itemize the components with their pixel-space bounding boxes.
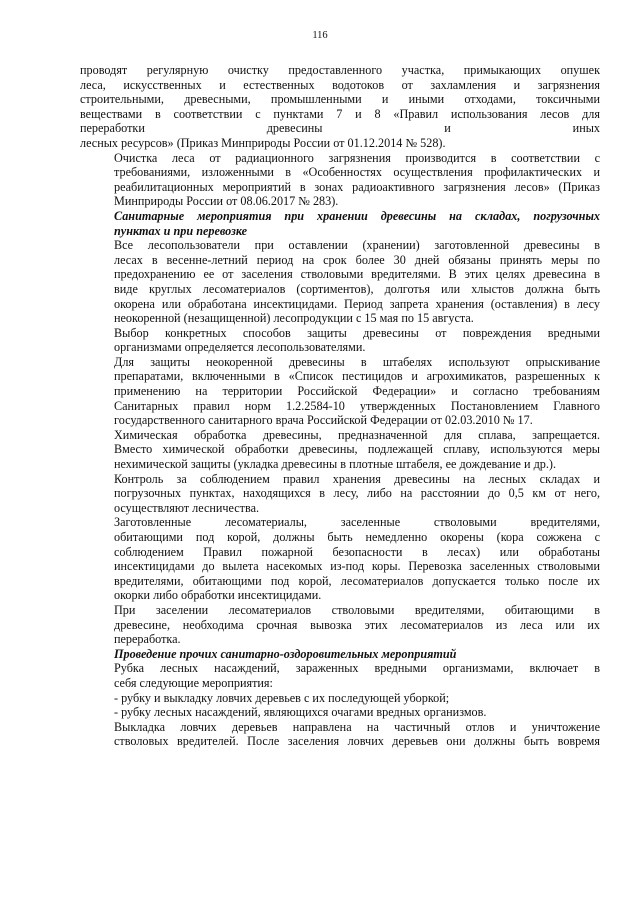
section-heading — [80, 647, 600, 662]
section-heading — [80, 209, 600, 238]
paragraph — [80, 355, 600, 428]
text-line: переработки древесины и иных — [80, 121, 600, 136]
text-line: леса, искусственных и естественных водотоков от захламления и загрязнения — [80, 77, 600, 92]
text-line: Минприроды России от 08.06.2017 № 283). — [114, 194, 339, 209]
text-line: Очистка леса от радиационного загрязнения производится в соответствии с — [114, 150, 600, 165]
paragraph — [80, 515, 600, 603]
text-line: погрузочных пунктах, находящихся в лесу, либо на расстоянии до 0,5 км от него, — [114, 486, 600, 501]
text-line: предохранению ее от заселения стволовыми вредителями. В этих целях древесина в — [114, 267, 600, 282]
paragraph — [80, 238, 600, 326]
text-line: Все лесопользователи при оставлении (хранении) заготовленной древесины в — [114, 238, 600, 253]
text-line: Выбор конкретных способов защиты древесины от повреждения вредными — [114, 325, 600, 340]
text-line: осуществляют лесничества. — [114, 500, 260, 515]
page-body — [80, 63, 600, 749]
text-line: Проведение прочих санитарно-оздоровительных мероприятий — [114, 646, 457, 661]
text-line: пунктах и при перевозке — [114, 223, 248, 238]
paragraph — [80, 661, 600, 690]
text-line: веществами в соответствии с пунктами 7 и 8 «Правил использования лесов для — [80, 106, 600, 121]
text-line: нехимической защиты (укладка древесины в плотные штабеля, ее дождевание и др.). — [114, 457, 557, 472]
text-line: Химическая обработка древесины, предназначенной для сплава, запрещается. — [114, 427, 600, 442]
text-line: Заготовленные лесоматериалы, заселенные стволовыми вредителями, — [114, 515, 600, 530]
paragraph — [80, 691, 600, 706]
text-line: - рубку лесных насаждений, являющихся очагами вредных организмов. — [114, 705, 487, 720]
text-line: себя следующие мероприятия: — [114, 675, 273, 690]
paragraph — [80, 705, 600, 720]
text-line: соблюдением Правил пожарной безопасности в лесах) или обработаны — [114, 544, 600, 559]
text-line: инсектицидами до вылета насекомых из-под коры. Перевозка заселенных стволовыми — [114, 559, 600, 574]
text-line: лесных ресурсов» (Приказ Минприроды России от 01.12.2014 № 528). — [80, 135, 446, 150]
text-line: Рубка лесных насаждений, зараженных вредными организмами, включает в — [114, 661, 600, 676]
paragraph — [80, 720, 600, 749]
text-line: окорена или обработана инсектицидами. Период запрета хранения (оставления) в лесу — [114, 296, 600, 311]
text-line: лесах в весенне-летний период на срок более 30 дней обязаны принять меры по — [114, 252, 600, 267]
paragraph — [80, 63, 600, 151]
text-line: - рубку и выкладку ловчих деревьев с их последующей уборкой; — [114, 690, 450, 705]
paragraph — [80, 428, 600, 472]
text-line: Вместо химической обработки древесины, подлежащей сплаву, используются меры — [114, 442, 600, 457]
paragraph — [80, 472, 600, 516]
paragraph — [80, 326, 600, 355]
text-line: организмами определяется лесопользователями. — [114, 340, 366, 355]
text-line: Для защиты неокоренной древесины в штабелях используют опрыскивание — [114, 354, 600, 369]
text-line: виде круглых лесоматериалов (сортиментов), долготья или хлыстов должна быть — [114, 281, 600, 296]
text-line: Санитарных правил норм 1.2.2584-10 утвержденных Постановлением Главного — [114, 398, 600, 413]
text-line: древесине, необходима срочная вывозка этих лесоматериалов из леса или их — [114, 617, 600, 632]
page-number: 116 — [312, 30, 328, 41]
text-line: требованиями, изложенными в «Особенностях осуществления профилактических и — [114, 165, 600, 180]
text-line: Санитарные мероприятия при хранении древесины на складах, погрузочных — [114, 208, 600, 223]
text-line: препаратами, включенными в «Список пестицидов и агрохимикатов, разрешенных к — [114, 369, 600, 384]
text-line: окорки либо обработки инсектицидами. — [114, 588, 322, 603]
text-line: неокоренной (незащищенной) лесопродукции с 15 мая по 15 августа. — [114, 311, 474, 326]
text-line: обитающими под корой, должны быть немедленно окорены (кора сожжена с — [114, 530, 600, 544]
text-line: государственного санитарного врача Российской Федерации от 02.03.2010 № 17. — [114, 413, 533, 428]
text-line: Контроль за соблюдением правил хранения древесины на лесных складах и — [114, 471, 600, 486]
text-line: проводят регулярную очистку предоставленного участка, примыкающих опушек — [80, 63, 600, 77]
text-line: стволовых вредителей. После заселения ловчих деревьев они должны быть вовремя — [114, 734, 600, 749]
text-line: реабилитационных мероприятий в зонах радиоактивного загрязнения лесов» (Приказ — [114, 179, 600, 194]
text-line: применению на территории Российской Федерации» и согласно требованиям — [114, 384, 600, 399]
paragraph — [80, 151, 600, 209]
paragraph — [80, 603, 600, 647]
text-line: Выкладка ловчих деревьев направлена на частичный отлов и уничтожение — [114, 719, 600, 734]
text-line: переработка. — [114, 632, 181, 647]
text-line: строительными, древесными, промышленными и иными отходами, токсичными — [80, 92, 600, 107]
text-line: При заселении лесоматериалов стволовыми вредителями, обитающими в — [114, 602, 600, 617]
text-line: вредителями, обитающими под корой, лесоматериалов допускается только после их — [114, 573, 600, 588]
